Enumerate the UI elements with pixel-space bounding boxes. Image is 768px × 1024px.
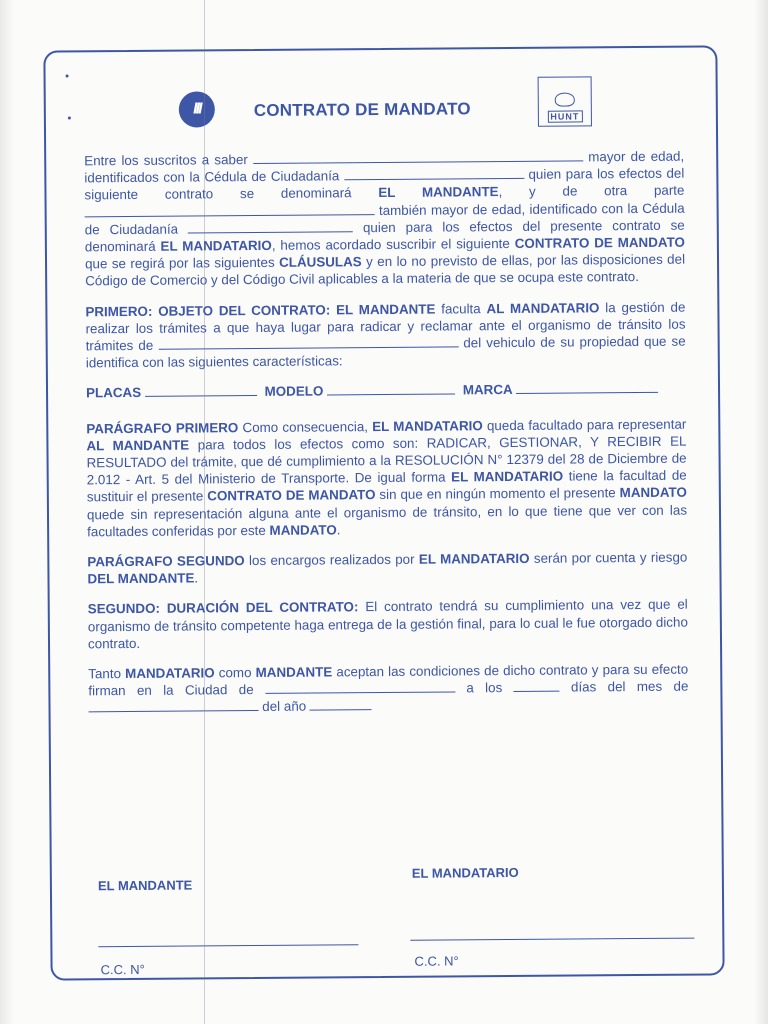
paragrafo1-text: .	[336, 522, 341, 538]
term-mandatario: EL MANDATARIO	[451, 468, 564, 485]
mes-blank[interactable]	[88, 699, 258, 712]
paragrafo1-text: sin que en ningún momento el presente	[379, 485, 616, 503]
intro-paragraph	[84, 148, 685, 290]
term-mandato: MANDATO	[269, 522, 337, 538]
intro-text: Entre los suscritos a saber	[84, 152, 248, 169]
segundo-heading: SEGUNDO: DURACIÓN DEL CONTRATO:	[87, 599, 359, 617]
marca-blank[interactable]	[516, 381, 658, 394]
closing-text: a los	[466, 680, 503, 696]
intro-text: , y de otra parte	[498, 183, 685, 200]
paragrafo1-text: para todos los efectos como son: RADICAR, GESTIONAR, Y RECIBIR EL RESULTADO del trámite, que dé cumplimiento a la RESOLUCIÓN N° 12379 del 28 de Diciembre de 2.012 - Art. 5 del Ministerio de Transporte. De igual forma	[86, 433, 687, 488]
primero-paragraph	[85, 298, 686, 372]
primero-text: la gestión de realizar los trámites a que haya lugar para radicar y reclamar ante el organismo de tránsito los trámites de	[85, 299, 686, 354]
placas-blank[interactable]	[145, 384, 257, 397]
hunt-logo-icon	[538, 76, 592, 126]
vehicle-fields	[86, 380, 686, 402]
document-header	[45, 47, 716, 142]
intro-text: quien para los efectos del presente contrato se denominará	[84, 217, 685, 255]
dias-blank[interactable]	[514, 680, 560, 692]
closing-text: como	[218, 665, 252, 681]
primero-text: faculta	[441, 300, 481, 317]
logo-brand-text: HUNT	[547, 110, 582, 122]
term-mandatario: EL MANDATARIO	[160, 237, 272, 254]
closing-text: del año	[262, 699, 307, 715]
marca-label: MARCA	[462, 382, 513, 398]
closing-text: días del mes de	[570, 678, 689, 695]
mandatario-signature-label: EL MANDATARIO	[411, 864, 519, 881]
contract-frame	[43, 45, 724, 980]
id-blank[interactable]	[344, 167, 524, 180]
scan-fold-line	[204, 0, 205, 1024]
name-blank-2[interactable]	[85, 203, 375, 217]
modelo-blank[interactable]	[327, 383, 455, 396]
term-mandatario: EL MANDATARIO	[418, 550, 530, 567]
mandatario-signature-line[interactable]	[410, 938, 694, 941]
segundo-paragraph	[88, 596, 688, 652]
term-mandante: AL MANDANTE	[86, 437, 190, 454]
paragrafo1-heading: PARÁGRAFO PRIMERO	[86, 419, 239, 436]
logo-mark: III	[193, 100, 201, 118]
paragrafo-segundo	[87, 549, 687, 588]
signature-area	[52, 857, 723, 982]
company-logo-icon	[179, 91, 215, 127]
paragrafo2-text: serán por cuenta y riesgo	[533, 549, 688, 566]
modelo-label: MODELO	[264, 383, 324, 400]
closing-paragraph	[88, 661, 688, 717]
paragrafo2-text: .	[194, 570, 199, 586]
paragrafo1-text: quede sin representación alguna ante el organismo de tránsito, en lo que tiene que ver con las facultades conferidas por este	[86, 502, 688, 540]
paragrafo1-text: Como consecuencia,	[242, 418, 369, 435]
anio-blank[interactable]	[310, 699, 372, 711]
term-mandatario: MANDATARIO	[125, 665, 215, 682]
contract-body	[84, 148, 689, 730]
term-mandatario: AL MANDATARIO	[486, 299, 600, 316]
term-contrato: CONTRATO DE MANDATO	[514, 234, 685, 251]
name-blank[interactable]	[253, 149, 583, 164]
term-clausulas: CLÁUSULAS	[279, 254, 362, 271]
speck-mark	[66, 74, 69, 77]
closing-text: Tanto	[88, 666, 122, 682]
term-mandante: EL MANDANTE	[336, 301, 436, 317]
speck-mark	[68, 116, 71, 119]
primero-heading: PRIMERO: OBJETO DEL CONTRATO:	[85, 302, 331, 319]
intro-text: que se regirá por las siguientes	[84, 255, 275, 272]
intro-text: quien para los efectos del siguiente contrato se denominará	[84, 165, 685, 203]
intro-text: y en lo no previsto de ellas, por las disposiciones del Código de Comercio y del Código Civil aplicables a la materia de que se ocupa este contrato.	[85, 251, 686, 289]
segundo-text: El contrato tendrá su cumplimiento una vez que el organismo de tránsito competente haga entrega de la gestión final, para lo cual le fue otorgado dicho contrato.	[87, 597, 688, 652]
placas-label: PLACAS	[85, 385, 142, 401]
paragrafo1-text: tiene la facultad de sustituir el presente	[86, 467, 687, 505]
logo-knob-shape	[555, 92, 575, 106]
paragrafo2-heading: PARÁGRAFO SEGUNDO	[87, 553, 245, 570]
cc-mandante-label: C.C. N°	[100, 961, 145, 978]
mandante-signature-label: EL MANDANTE	[97, 877, 193, 894]
paragrafo2-text: los encargos realizados por	[248, 551, 415, 569]
term-mandante: MANDANTE	[255, 664, 333, 681]
closing-text: aceptan las condiciones de dicho contrato y para su efecto firman en la Ciudad de	[88, 661, 689, 699]
term-mandatario: EL MANDATARIO	[372, 417, 483, 434]
id-blank-2[interactable]	[188, 220, 353, 233]
paragrafo-primero	[86, 415, 687, 540]
term-mandante: DEL MANDANTE	[87, 570, 195, 587]
cc-mandatario-label: C.C. N°	[414, 953, 459, 969]
intro-text: mayor de edad, identificados con la Cédula de Ciudadanía	[84, 148, 685, 186]
paragrafo1-text: queda facultado para representar	[486, 416, 687, 433]
term-mandante: EL MANDANTE	[378, 184, 499, 201]
intro-text: también mayor de edad, identificado con la Cédula de Ciudadanía	[84, 200, 685, 238]
term-mandato: MANDATO	[619, 485, 687, 501]
primero-text: del vehiculo de su propiedad que se identifica con las siguientes características:	[85, 333, 686, 371]
mandante-signature-line[interactable]	[98, 944, 358, 947]
ciudad-blank[interactable]	[265, 681, 455, 694]
page-title: CONTRATO DE MANDATO	[253, 99, 471, 121]
intro-text: , hemos acordado suscribir el siguiente	[271, 236, 510, 253]
term-contrato: CONTRATO DE MANDATO	[207, 487, 376, 504]
